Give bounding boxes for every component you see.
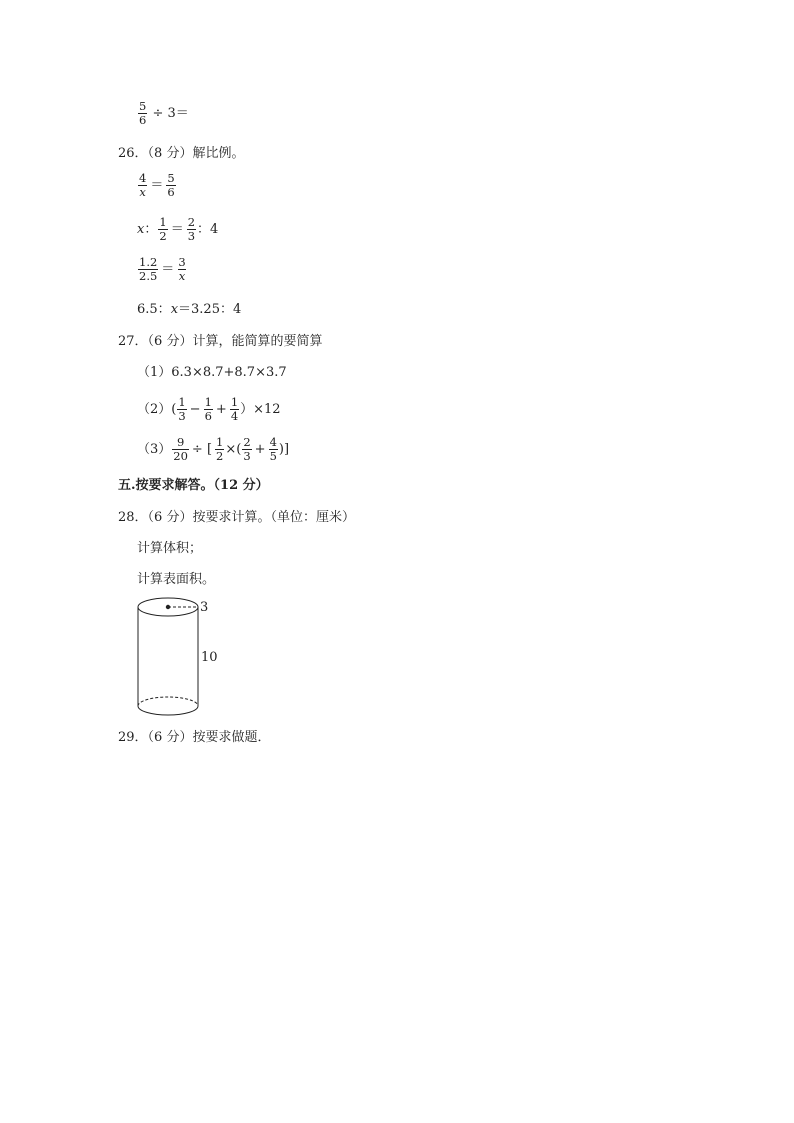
expression-tail: ÷ 3＝ (152, 106, 189, 121)
q27-part-3: （3） $\frac{9}{20}$ ÷ [ $\frac{1}{2}$ ×( $\frac{2}{3}$ + $\frac{4}{5}$ )] (137, 435, 290, 463)
q28-subtask-surface: 计算表面积。 (137, 572, 216, 587)
q26-equation-2: x： $\frac{1}{2}$ ＝ $\frac{2}{3}$ ：4 (137, 215, 219, 243)
question-27-label: 27．（6 分）计算，能简算的要简算 (118, 334, 323, 349)
cylinder-diagram (128, 594, 238, 720)
cylinder-bottom-back-arc (138, 697, 198, 706)
question-26-label: 26．（8 分）解比例。 (118, 146, 245, 161)
section-5-heading: 五.按要求解答。（12 分） (118, 478, 269, 493)
question-29-label: 29．（6 分）按要求做题． (118, 730, 271, 745)
fraction: $\frac{5}{6}$ (139, 99, 147, 127)
q27-part-1: （1）6.3×8.7+8.7×3.7 (137, 365, 287, 380)
q28-subtask-volume: 计算体积； (137, 541, 203, 556)
q25-expression (137, 100, 189, 127)
radius-label: 3 (200, 600, 209, 615)
height-label: 10 (201, 650, 218, 665)
q26-equation-4: 6.5：x＝3.25：4 (137, 302, 242, 317)
cylinder-bottom-front-arc (138, 706, 198, 715)
question-28-label: 28．（6 分）按要求计算。（单位：厘米） (118, 510, 355, 525)
q26-equation-3: $\frac{1.2}{2.5}$ ＝ $\frac{3}{x}$ (139, 255, 186, 283)
q26-equation-1: $\frac{4}{x}$ ＝ $\frac{5}{6}$ (139, 171, 175, 199)
q27-part-2: （2）( $\frac{1}{3}$ − $\frac{1}{6}$ + $\frac{1}{4}$ ）×12 (137, 395, 281, 423)
